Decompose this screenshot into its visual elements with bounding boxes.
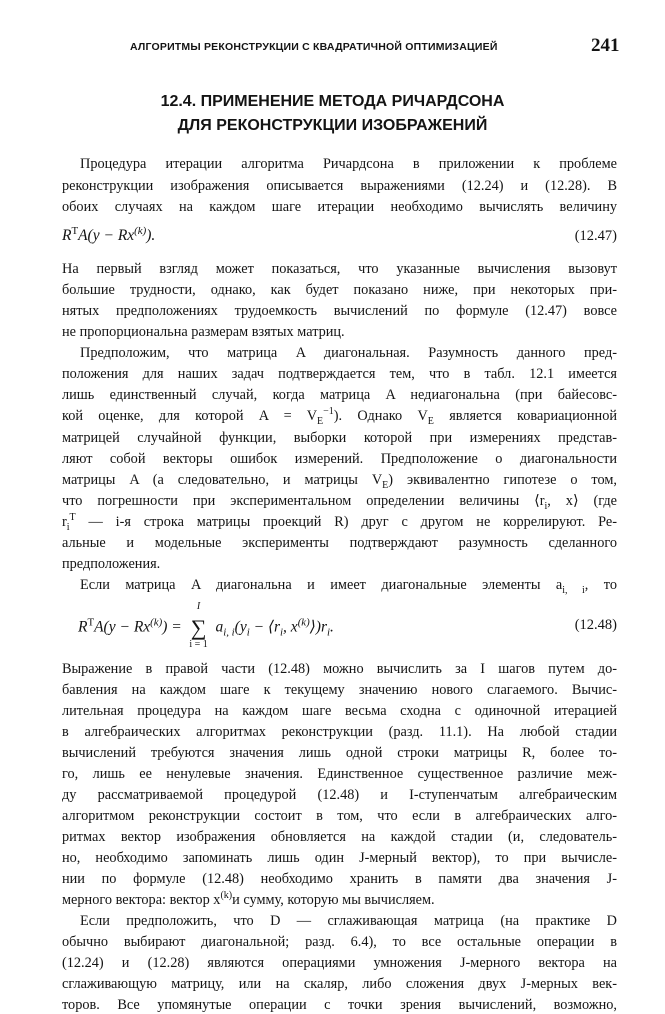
text-line: лишь единственный случай, когда матрица A недиагональна (при байесовс- <box>62 387 617 403</box>
text-fragment: — i-я строка матрицы проекций R) друг с другом не коррелируют. Ре- <box>75 514 617 530</box>
text-line: вычислений требуются значения лишь одной строки матрицы R, более то- <box>62 745 617 761</box>
text-line: альные и модельные эксперименты подтверждают разумность сделанного <box>62 535 617 551</box>
section-title-line-1: 12.4. ПРИМЕНЕНИЕ МЕТОДА РИЧАРДСОНА <box>160 93 505 110</box>
text-fragment: , x⟩ (где <box>547 493 617 509</box>
text-line: алгоритмом реконструкции состоит в том, что если в алгебраических алго- <box>62 808 617 824</box>
text-fragment: ). Однако V <box>333 408 428 424</box>
text-line-with-formula: $r_i^T$ — i-я строка матрицы проекций R) друг с другом не коррелируют. Ре- <box>62 512 617 533</box>
text-line-with-formula: Если матрица A диагональна и имеет диагональные элементы $a_{i, i}$, то <box>80 577 617 596</box>
text-fragment: матрицы A (а следовательно, и матрицы V <box>62 472 383 488</box>
text-line: Предположим, что матрица A диагональная. Разумность данного пред- <box>80 345 617 361</box>
text-fragment: , то <box>584 577 617 593</box>
equation-12-47: $R^TA(y - Rx^{(k)})$. <box>62 224 156 244</box>
text-line: но, необходимо запоминать лишь один J-мерный вектор), то при вычисле- <box>62 850 617 866</box>
page-number: 241 <box>591 35 620 56</box>
text-fragment: является ковариационной <box>433 408 617 424</box>
section-title-line-2: ДЛЯ РЕКОНСТРУКЦИИ ИЗОБРАЖЕНИЙ <box>177 117 488 134</box>
text-line: ляют собой векторы ошибок измерений. Предположение о диагональности <box>62 451 617 467</box>
text-line: в алгебраических алгоритмах реконструкции (разд. 11.1). На любой стадии <box>62 724 617 740</box>
text-line: лительная процедура на каждом шаге весьма сходна с одиночной итерацией <box>62 703 617 719</box>
text-line: Если предположить, что D — сглаживающая матрица (на практике D <box>80 913 617 929</box>
text-line: матрицей случайной функции, выборки которой при измерениях представ- <box>62 430 617 446</box>
text-line: ду рассматриваемой процедурой (12.48) и I-ступенчатым алгебраическим <box>62 787 617 803</box>
text-line: большие трудности, однако, как будет показано ниже, при некоторых при- <box>62 282 617 298</box>
text-line: не пропорциональна размерам взятых матриц. <box>62 324 345 340</box>
text-line: обоих случаях на каждом шаге итерации необходимо вычислять величину <box>62 199 617 215</box>
text-fragment: кой оценке, для которой A = V <box>62 408 318 424</box>
text-line-with-formula: кой оценке, для которой $A = V_E^{-1}$). Однако $V_E$ является ковариационной <box>62 406 617 427</box>
text-line: бавления на каждом шаге к текущему значению нового слагаемого. Вычис- <box>62 682 617 698</box>
equation-number: (12.48) <box>574 617 617 633</box>
text-line: Процедура итерации алгоритма Ричардсона в приложении к проблеме <box>80 156 617 172</box>
text-fragment: r <box>62 514 67 530</box>
text-fragment: ) эквивалентно гипотезе о том, <box>388 472 617 488</box>
sum-symbol: I ∑ i = 1 <box>189 601 208 650</box>
text-line: сглаживающую матрицу, или на скаляр, либо сложения двух J-мерных век- <box>62 976 617 992</box>
text-line: положения для наших задач подтверждается тем, что в табл. 12.1 имеется <box>62 366 617 382</box>
text-line: предположения. <box>62 556 161 572</box>
running-head: АЛГОРИТМЫ РЕКОНСТРУКЦИИ С КВАДРАТИЧНОЙ ОПТИМИЗАЦИЕЙ <box>130 41 498 53</box>
text-fragment: и сумму, которую мы вычисляем. <box>232 892 435 908</box>
text-fragment: Если матрица A диагональна и имеет диагональные элементы a <box>80 577 563 593</box>
equation-12-48: $R^TA(y - Rx^{(k)})$ = I ∑ i = 1 $a_{i, i}(y_i$ − $⟨r_i$, $x^{(k)}⟩)r_i$. <box>78 601 334 650</box>
text-line: обычно выбирают диагональной; разд. 6.4), то все остальные операции в <box>62 934 617 950</box>
text-line: На первый взгляд может показаться, что указанные вычисления вызовут <box>62 261 617 277</box>
text-line-with-formula: что погрешности при экспериментальном определении величины $⟨r_i$, x⟩ (где <box>62 493 617 512</box>
text-line: нятых предположениях трудоемкость вычислений по формуле (12.47) вовсе <box>62 303 617 319</box>
text-line-with-formula: матрицы A (а следовательно, и матрицы $V_E$) эквивалентно гипотезе о том, <box>62 472 617 491</box>
equation-number: (12.47) <box>574 228 617 244</box>
text-fragment: мерного вектора: вектор x <box>62 892 221 908</box>
text-line: нии по формуле (12.48) необходимо хранить в памяти два значения J- <box>62 871 617 887</box>
text-line: торов. Все упомянутые операции с точки зрения вычислений, возможно, <box>62 997 617 1013</box>
text-line-with-formula: мерного вектора: вектор $x^{(k)}и$ сумму, которую мы вычисляем. <box>62 890 435 908</box>
text-line: го, лишь ее ненулевые значения. Единственное существенное различие меж- <box>62 766 617 782</box>
text-line: ритмах вектор изображения обновляется на каждой стадии (и, следователь- <box>62 829 617 845</box>
text-line: (12.24) и (12.28) являются операциями умножения J-мерного вектора на <box>62 955 617 971</box>
text-line: реконструкции изображения описывается выражениями (12.24) и (12.28). В <box>62 178 617 194</box>
text-line: Выражение в правой части (12.48) можно вычислить за I шагов путем до- <box>62 661 617 677</box>
text-fragment: что погрешности при экспериментальном определении величины ⟨r <box>62 493 545 509</box>
